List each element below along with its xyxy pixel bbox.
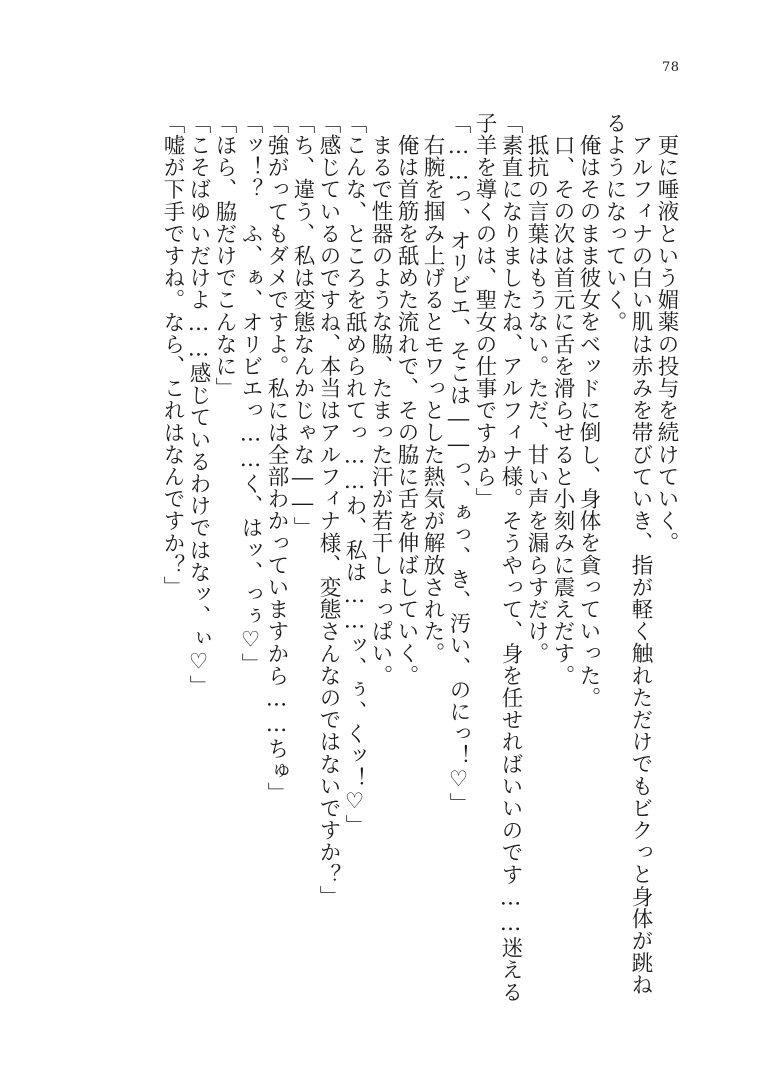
text-line: 子羊を導くのは、聖女の仕事ですから」 xyxy=(472,112,497,510)
text-line: 「ッ！？ ふ、ぁ、オリビエっ……く、はッ、っぅ♡」 xyxy=(238,112,263,675)
text-line: 「嘘が下手ですね。なら、これはなんですか？」 xyxy=(160,112,185,599)
text-line: るようになっていく。 xyxy=(602,112,627,333)
text-line: 俺は首筋を舐めた流れで、その脇に舌を伸ばしていく。 xyxy=(394,133,419,686)
text-line: アルフィナの白い肌は赤みを帯びていき、指が軽く触れただけでもビクっと身体が跳ね xyxy=(628,133,653,996)
text-line: 口、その次は首元に舌を滑らせると小刻みに震えだす。 xyxy=(550,133,575,686)
text-line: 「ほら、脇だけでこんなに」 xyxy=(212,112,237,400)
text-line: 「強がってもダメですよ。私には全部わかっていますから……ちゅ」 xyxy=(264,112,289,805)
text-line: 俺はそのまま彼女をベッドに倒し、身体を貪っていった。 xyxy=(576,133,601,709)
text-line: 抵抗の言葉はもうない。ただ、甘い声を漏らすだけ。 xyxy=(524,133,549,664)
text-line: 「ち、違う、私は変態なんかじゃな――」 xyxy=(290,112,315,539)
text-line: 「感じているのですね、本当はアルフィナ様、変態さんなのではないですか？」 xyxy=(316,112,341,908)
text-line: まるで性器のような脇、たまった汗が若干しょっぱい。 xyxy=(368,133,393,686)
text-line: 「こんな、ところを舐められてっ……わ、私は……ッ、ぅ、くッ！♡」 xyxy=(342,112,367,837)
text-line: 更に唾液という媚薬の投与を続けていく。 xyxy=(654,133,679,554)
text-line: 「こそばゆいだけよ……感じているわけではなッ、ぃ♡」 xyxy=(186,112,211,698)
text-line: 「素直になりましたね、アルフィナ様。そうやって、身を任せればいいのです……迷える xyxy=(498,112,523,1003)
text-line: 右腕を掴み上げるとモワっとした熱気が解放された。 xyxy=(420,133,445,664)
vertical-text-body xyxy=(159,112,679,1012)
text-line: 「……っ、オリビエ、そこは――っ、ぁっ、き、汚い、のにっ！♡」 xyxy=(446,112,471,815)
page-number: 78 xyxy=(662,60,680,75)
